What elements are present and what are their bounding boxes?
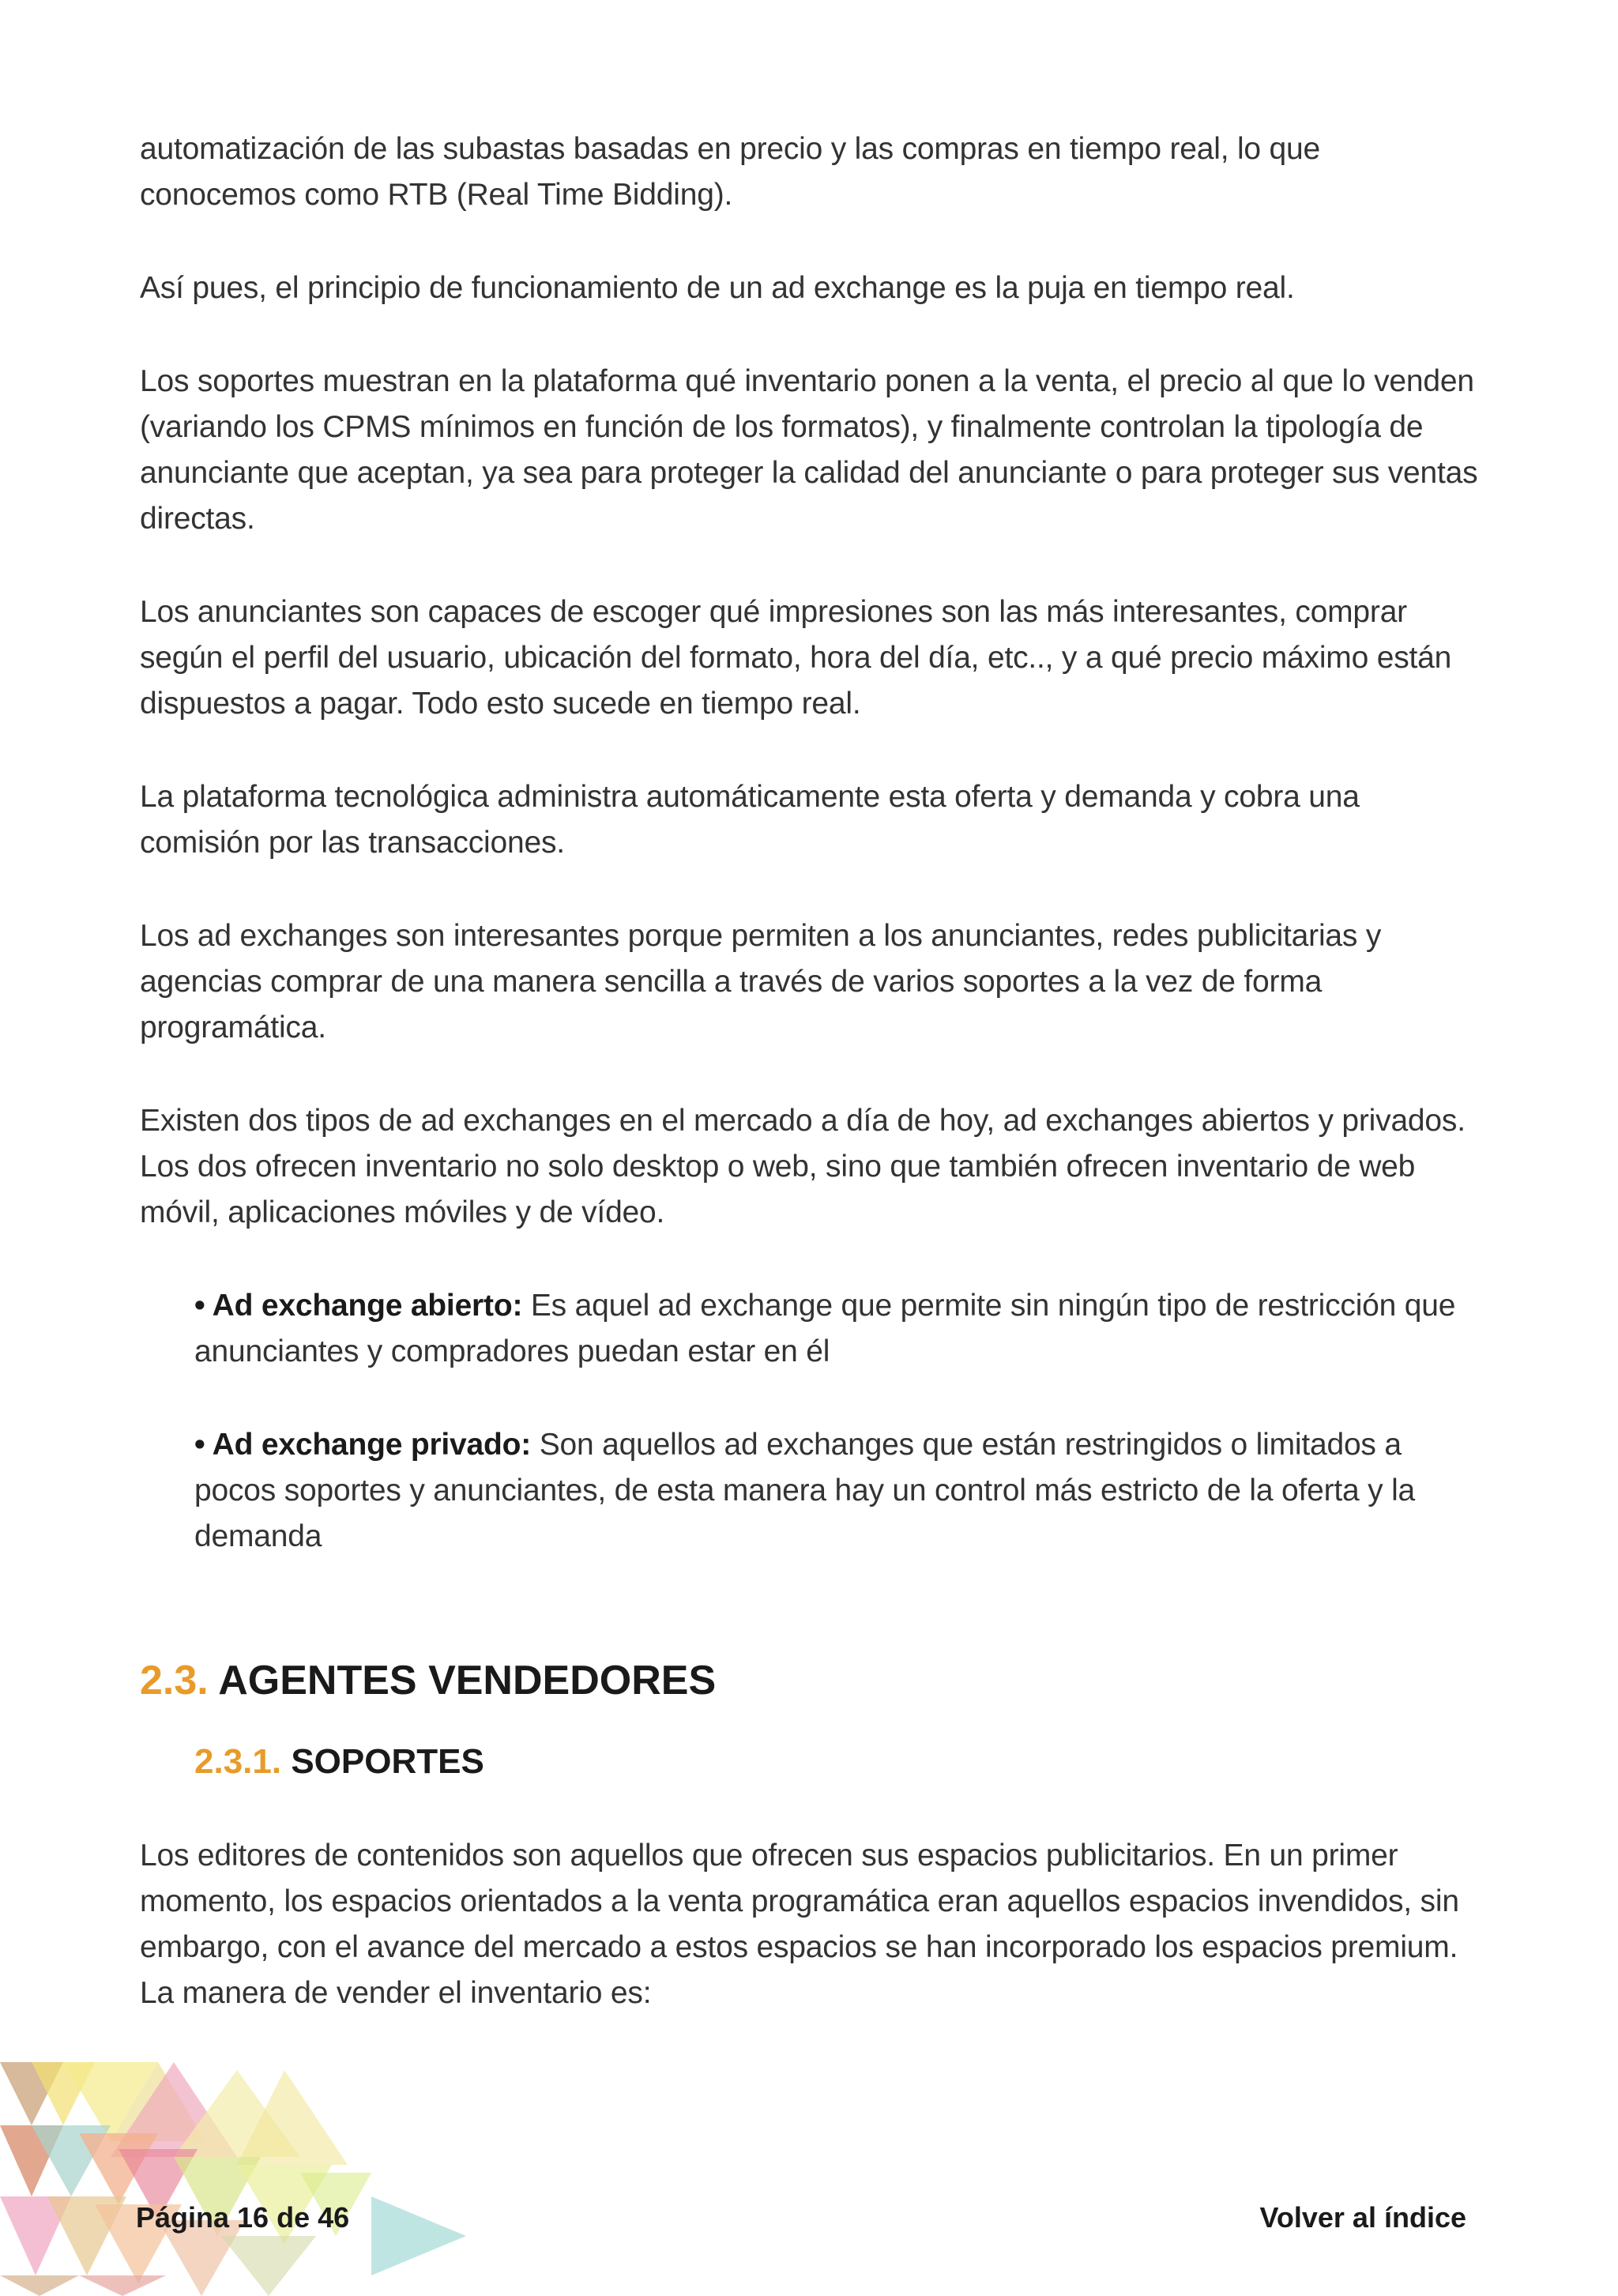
bullet-text: Es aquel ad exchange que permite sin ningún tipo de restricción que anunciantes y compradores puedan estar en él xyxy=(194,1289,1456,1368)
section-title: AGENTES VENDEDORES xyxy=(208,1658,717,1703)
back-to-index-link[interactable]: Volver al índice xyxy=(1259,2201,1466,2234)
paragraph-interest: Los ad exchanges son interesantes porque permiten a los anunciantes, redes publicitarias y agencias comprar de una manera sencilla a través de varios soportes a la vez de forma programática. xyxy=(140,919,1382,1044)
paragraph-principle: Así pues, el principio de funcionamiento de un ad exchange es la puja en tiempo real. xyxy=(140,271,1295,305)
subsection-title: SOPORTES xyxy=(281,1742,484,1781)
paragraph-platform: La plataforma tecnológica administra automáticamente esta oferta y demanda y cobra una comisión por las transacciones. xyxy=(140,780,1360,860)
section-heading xyxy=(140,1653,1483,1708)
bullet-term: • Ad exchange privado: xyxy=(194,1428,532,1462)
page-number: Página 16 de 46 xyxy=(136,2201,350,2234)
subsection-heading xyxy=(194,1738,1483,1786)
paragraph-editors: Los editores de contenidos son aquellos que ofrecen sus espacios publicitarios. En un primer momento, los espacios orientados a la venta programática eran aquellos espacios invendidos, sin embargo, con el avance del mercado a estos espacios se han incorporado los espacios premium. La manera de vender el inventario es: xyxy=(140,1839,1459,2010)
bullet-text: Son aquellos ad exchanges que están restringidos o limitados a pocos soportes y anunciantes, de esta manera hay un control más estricto de la oferta y la demanda xyxy=(194,1428,1416,1553)
section-number: 2.3. xyxy=(140,1658,209,1703)
paragraph-types: Existen dos tipos de ad exchanges en el mercado a día de hoy, ad exchanges abiertos y privados. Los dos ofrecen inventario no solo desktop o web, sino que también ofrecen inventario de web móvil, aplicaciones móviles y de vídeo. xyxy=(140,1104,1466,1229)
paragraph-rtb: automatización de las subastas basadas en precio y las compras en tiempo real, lo que conocemos como RTB (Real Time Bidding). xyxy=(140,132,1321,212)
bullet-term: • Ad exchange abierto: xyxy=(194,1289,523,1323)
paragraph-supports: Los soportes muestran en la plataforma qué inventario ponen a la venta, el precio al que lo venden (variando los CPMS mínimos en función de los formatos), y finalmente controlan la tipología de anunciante que aceptan, ya sea para proteger la calidad del anunciante o para proteger sus ventas directas. xyxy=(140,364,1478,536)
decorative-triangle-pattern xyxy=(0,2038,490,2296)
subsection-number: 2.3.1. xyxy=(194,1742,282,1781)
paragraph-advertisers: Los anunciantes son capaces de escoger qué impresiones son las más interesantes, comprar según el perfil del usuario, ubicación del formato, hora del día, etc.., y a qué precio máximo están dispuestos a pagar. Todo esto sucede en tiempo real. xyxy=(140,595,1452,721)
bullet-private-exchange xyxy=(194,1422,1483,1560)
bullet-open-exchange xyxy=(194,1283,1483,1375)
page-content xyxy=(140,126,1483,2064)
